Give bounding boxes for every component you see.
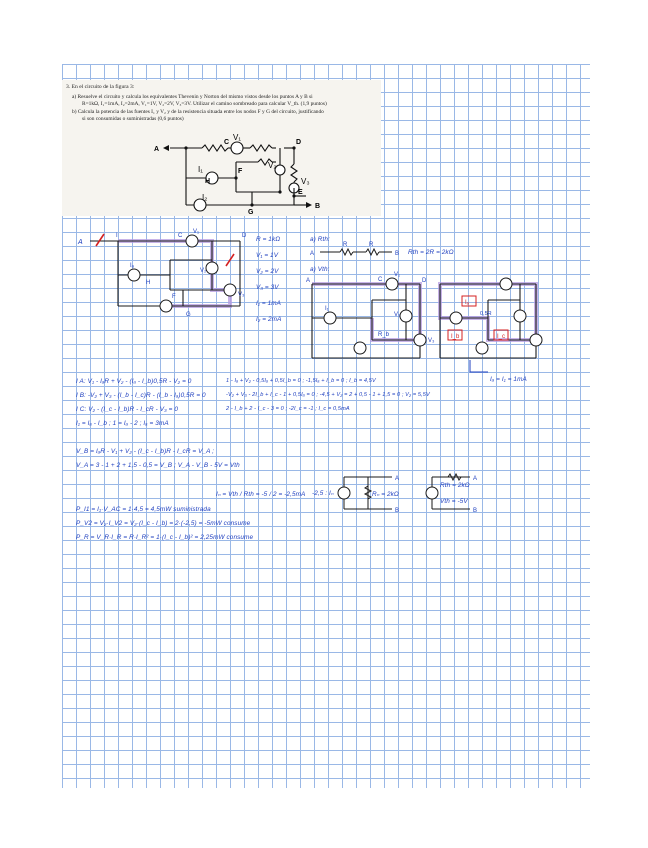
label-B: B xyxy=(315,203,321,210)
thev-resistance: Rth = 2kΩ xyxy=(440,482,470,489)
vth-label-D: D xyxy=(422,278,427,284)
part-b-line-2: si son consumidas o suministradas (0,6 puntos) xyxy=(82,116,184,122)
norton-resistance: Rₙ = 2kΩ xyxy=(372,491,399,498)
norton-source: -2,5 : Iₙ xyxy=(312,490,334,497)
rth-label-R2: R xyxy=(369,242,374,248)
vth-label-V1: V₁ xyxy=(394,272,401,278)
label-E: E xyxy=(298,189,303,196)
vth-label-V2: V₂ xyxy=(394,312,401,318)
label-V3: V₃ xyxy=(301,177,310,186)
thevenin-line-2: V_A = 3 - 1 + 2 + 1,5 - 0,5 = V_B ; V_A - V_B - 5V = Vth xyxy=(76,462,240,469)
label-A: A xyxy=(154,146,160,153)
power-R: P_R = V_R·I_R = R·I_R² = 1·(I_c - I_b)² = 2,25mW consume xyxy=(76,534,254,541)
equation-current-source: I₁ = Iₐ - I_b ; 1 = Iₐ - 2 ; Iₐ = 3mA xyxy=(76,420,169,427)
problem-number: 3. En el circuito de la figura 3: xyxy=(66,84,135,90)
label-C: C xyxy=(224,139,230,146)
value-V1: V₁ = 1V xyxy=(256,252,279,259)
hw1-label-V3: V₃ xyxy=(238,292,245,298)
hw1-label-V2: V₂ xyxy=(200,268,207,274)
norton-A: A xyxy=(395,476,400,482)
vth-label-A: A xyxy=(306,278,311,284)
hw1-label-D: D xyxy=(242,233,247,239)
thevenin-line-1: V_B = IₐR - V₁ + V₂ - (I_c - I_b)R - I_cR = V_A ; xyxy=(76,448,215,455)
thev-A: A xyxy=(473,476,478,482)
label-H: H xyxy=(205,178,211,185)
label-D: D xyxy=(296,139,302,146)
rth-value: Rth = 2R = 2kΩ xyxy=(408,249,454,256)
mesh-R05: 0,5R xyxy=(480,311,492,317)
thevenin-line-3: Iₙ = Vth / Rth = -5 / 2 = -2,5mA xyxy=(216,491,306,498)
solution-line-1: 1 - Iₐ + V₂ - 0,5Iₐ + 0,5I_b = 0 ; -1,5Iₐ + I_b = 0 ; I_b = 4,5V xyxy=(226,378,376,384)
hw1-label-A: A xyxy=(78,239,83,246)
thev-B: B xyxy=(473,508,478,514)
label-F: F xyxy=(238,168,243,175)
vth-label-V3: V₃ xyxy=(428,338,435,344)
equation-mesh-c: I C: V₂ - (I_c - I_b)R - I_cR - V₃ = 0 xyxy=(76,406,178,413)
norton-B: B xyxy=(395,508,400,514)
hw1-label-C: C xyxy=(178,233,183,239)
value-R: R = 1kΩ xyxy=(256,236,281,243)
hw1-label-H: H xyxy=(146,280,151,286)
thev-voltage: Vth = -5V xyxy=(440,498,468,505)
rth-label-R1: R xyxy=(343,242,348,248)
value-V3: V₃ = 3V xyxy=(256,284,279,291)
solution-line-3: 2 - I_b + 2 - I_c - 3 = 0 ; -2I_c = -1 ; I_c = 0,5mA xyxy=(226,406,350,412)
ia-result: Iₐ = I₁ = 1mA xyxy=(490,376,527,383)
hw1-label-V1: V₁ xyxy=(193,229,200,235)
value-I2: I₂ = 2mA xyxy=(256,316,282,323)
solution-line-2: -V₂ + V₃ - 2I_b + I_c - 1 + 0,5Iₐ = 0 ; -4,5 + V₂ = 2 + 0,5 - 1 + 1,5 = 0 ; V₂ = 5,5V xyxy=(226,392,430,398)
vth-label-C: C xyxy=(378,277,383,283)
hw1-label-F: F xyxy=(172,294,176,300)
part-a-line-2: R=1kΩ, I₁=1mA, I₂=2mA, V₁=1V, V₂=2V, V₃=3V. Utilizar el camino sombreado para calcular V_th. (1,9 puntos) xyxy=(82,101,327,107)
hw1-label-I: I xyxy=(116,233,118,239)
equation-mesh-b: I B: -V₂ + V₃ - (I_b - I_c)R - (I_b - Iₐ)0,5R = 0 xyxy=(76,392,206,399)
mesh-Ic: I_c xyxy=(497,334,506,340)
rth-label-B: B xyxy=(395,251,400,257)
rth-label-A: A xyxy=(310,251,315,257)
rth-title: a) Rth: xyxy=(310,236,330,243)
vth-title: a) Vth: xyxy=(310,266,330,273)
label-I2: I₂ xyxy=(202,193,208,202)
vth-label-Rb: R_b xyxy=(378,332,390,338)
mesh-Ia: Iₐ xyxy=(465,300,469,306)
power-I1: P_I1 = I₁·V_AC = 1·4,5 = 4,5mW suministrada xyxy=(76,506,211,513)
part-b-line-1: b) Calcula la potencia de las fuentes I₁ y V₂ y de la resistencia situada entre los nodos F y G del circuito, justificando xyxy=(72,109,324,115)
equation-mesh-a: I A: V₁ - IₐR + V₂ - (Iₐ - I_b)0,5R - V₂ = 0 xyxy=(76,378,192,385)
part-a-line-1: a) Resuelve el circuito y calcula los equivalentes Thevenin y Norton del mismo vistos desde los puntos A y B si xyxy=(72,94,313,100)
hw1-label-G: G xyxy=(186,312,191,318)
hw1-label-Ia: Iₐ xyxy=(130,263,134,269)
value-I1: I₁ = 1mA xyxy=(256,300,282,307)
value-V2: V₂ = 2V xyxy=(256,268,279,275)
label-G: G xyxy=(248,209,254,216)
label-I1: I₁ xyxy=(198,165,203,174)
mesh-Ib: I_b xyxy=(451,334,460,340)
vth-label-I1: I₁ xyxy=(325,306,329,312)
label-V2: V₂ xyxy=(268,161,277,170)
label-V1: V₁ xyxy=(233,133,242,142)
power-V2: P_V2 = V₂·I_V2 = V₂·(I_c - I_b) = 2·(-2,5) = -5mW consume xyxy=(76,520,251,527)
